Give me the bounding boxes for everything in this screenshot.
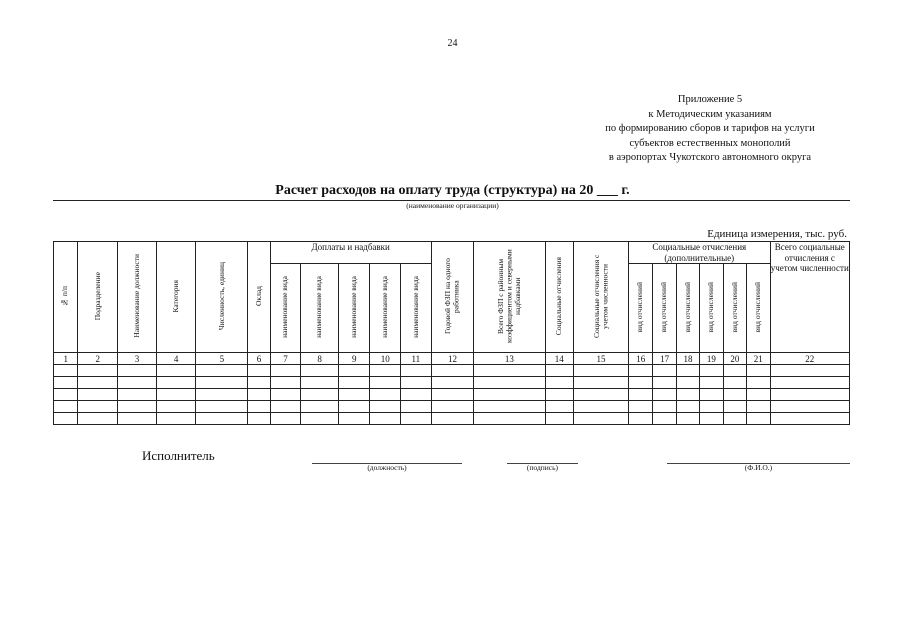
table-cell bbox=[270, 377, 301, 389]
table-cell bbox=[370, 413, 401, 425]
table-cell bbox=[401, 365, 432, 377]
header-social-kind: вид отчислений bbox=[723, 264, 746, 353]
table-cell bbox=[78, 413, 118, 425]
annex-line: субъектов естественных монополий bbox=[629, 137, 791, 149]
table-cell bbox=[248, 377, 270, 389]
table-cell bbox=[338, 413, 370, 425]
column-number: 9 bbox=[338, 353, 370, 365]
table-cell bbox=[545, 377, 573, 389]
table-cell bbox=[474, 413, 545, 425]
table-cell bbox=[723, 413, 746, 425]
table-cell bbox=[248, 365, 270, 377]
table-cell bbox=[78, 401, 118, 413]
table-cell bbox=[723, 365, 746, 377]
table-cell bbox=[628, 413, 652, 425]
table-cell bbox=[431, 389, 474, 401]
table-cell bbox=[545, 401, 573, 413]
table-cell bbox=[545, 365, 573, 377]
column-number: 7 bbox=[270, 353, 301, 365]
header-social-extra-group: Социальные отчисления (дополнительные) bbox=[628, 242, 770, 264]
table-cell bbox=[474, 401, 545, 413]
annex-line: в аэропортах Чукотского автономного округа bbox=[608, 152, 812, 163]
table-cell bbox=[653, 365, 676, 377]
column-number: 22 bbox=[770, 353, 849, 365]
table-cell bbox=[118, 401, 157, 413]
table-cell bbox=[301, 401, 339, 413]
table-cell bbox=[401, 377, 432, 389]
table-cell bbox=[301, 365, 339, 377]
column-number: 17 bbox=[653, 353, 676, 365]
column-number: 2 bbox=[78, 353, 118, 365]
header-allowance-item: наименование вида bbox=[338, 264, 370, 353]
table-cell bbox=[196, 413, 248, 425]
table-cell bbox=[248, 389, 270, 401]
table-cell bbox=[700, 413, 723, 425]
annex-line: Приложение 5 bbox=[677, 94, 743, 105]
table-cell bbox=[54, 365, 78, 377]
column-number: 16 bbox=[628, 353, 652, 365]
table-cell bbox=[574, 401, 629, 413]
header-category: Категория bbox=[156, 242, 196, 353]
annex-line: по формированию сборов и тарифов на услуги bbox=[605, 123, 815, 134]
table-cell bbox=[723, 401, 746, 413]
header-allowance-item: наименование вида bbox=[301, 264, 339, 353]
table-cell bbox=[770, 413, 849, 425]
annex-reference bbox=[540, 93, 880, 166]
units-label: Единица измерения, тыс. руб. bbox=[707, 228, 847, 240]
table-cell bbox=[370, 377, 401, 389]
header-allowance-item: наименование вида bbox=[370, 264, 401, 353]
table-cell bbox=[196, 401, 248, 413]
table-cell bbox=[474, 365, 545, 377]
table-cell bbox=[196, 377, 248, 389]
table-cell bbox=[78, 365, 118, 377]
table-cell bbox=[574, 377, 629, 389]
table-cell bbox=[474, 389, 545, 401]
table-cell bbox=[270, 389, 301, 401]
column-number: 18 bbox=[676, 353, 699, 365]
table-cell bbox=[156, 401, 196, 413]
table-cell bbox=[700, 389, 723, 401]
table-cell bbox=[156, 365, 196, 377]
table-cell bbox=[574, 413, 629, 425]
table-cell bbox=[747, 401, 770, 413]
table-cell bbox=[370, 389, 401, 401]
table-cell bbox=[370, 401, 401, 413]
table-cell bbox=[338, 389, 370, 401]
table-cell bbox=[770, 389, 849, 401]
column-number: 3 bbox=[118, 353, 157, 365]
table-cell bbox=[723, 377, 746, 389]
table-cell bbox=[196, 389, 248, 401]
annex-line: к Методическим указаниям bbox=[648, 108, 772, 120]
header-social-kind: вид отчислений bbox=[747, 264, 770, 353]
table-cell bbox=[770, 365, 849, 377]
name-caption: (Ф.И.О.) bbox=[744, 463, 773, 472]
executor-label: Исполнитель bbox=[142, 448, 215, 463]
table-cell bbox=[54, 401, 78, 413]
table-cell bbox=[747, 389, 770, 401]
table-cell bbox=[270, 413, 301, 425]
table-cell bbox=[431, 365, 474, 377]
table-cell bbox=[700, 377, 723, 389]
table-cell bbox=[676, 377, 699, 389]
payroll-table bbox=[53, 241, 850, 425]
header-allowance-item: наименование вида bbox=[270, 264, 301, 353]
header-annual-fund: Годовой ФЗП на одного работника bbox=[431, 242, 474, 353]
table-cell bbox=[474, 377, 545, 389]
table-cell bbox=[628, 389, 652, 401]
column-number: 13 bbox=[474, 353, 545, 365]
table-cell bbox=[653, 389, 676, 401]
table-cell bbox=[270, 365, 301, 377]
header-social-headcount: Социальные отчисления с учетом численности bbox=[574, 242, 629, 353]
table-cell bbox=[676, 413, 699, 425]
table-row bbox=[54, 413, 850, 425]
table-cell bbox=[747, 377, 770, 389]
table-cell bbox=[338, 401, 370, 413]
table-cell bbox=[270, 401, 301, 413]
page-number: 24 bbox=[447, 38, 458, 49]
table-cell bbox=[118, 413, 157, 425]
table-cell bbox=[545, 389, 573, 401]
column-number: 14 bbox=[545, 353, 573, 365]
table-cell bbox=[653, 377, 676, 389]
table-cell bbox=[574, 365, 629, 377]
table-cell bbox=[574, 389, 629, 401]
header-position: Наименование должности bbox=[118, 242, 157, 353]
table-cell bbox=[196, 365, 248, 377]
column-number: 19 bbox=[700, 353, 723, 365]
table-row bbox=[54, 365, 850, 377]
table-cell bbox=[156, 377, 196, 389]
table-cell bbox=[301, 377, 339, 389]
table-cell bbox=[723, 389, 746, 401]
table-cell bbox=[156, 389, 196, 401]
table-cell bbox=[118, 365, 157, 377]
column-number: 10 bbox=[370, 353, 401, 365]
table-cell bbox=[676, 365, 699, 377]
table-cell bbox=[770, 377, 849, 389]
signature-caption: (подпись) bbox=[526, 463, 559, 472]
column-number-row bbox=[54, 353, 850, 365]
table-row bbox=[54, 377, 850, 389]
table-cell bbox=[338, 365, 370, 377]
table-cell bbox=[156, 413, 196, 425]
column-number: 11 bbox=[401, 353, 432, 365]
table-row bbox=[54, 389, 850, 401]
header-allowance-item: наименование вида bbox=[401, 264, 432, 353]
table-cell bbox=[628, 401, 652, 413]
header-allowances-group: Доплаты и надбавки bbox=[270, 242, 431, 264]
column-number: 20 bbox=[723, 353, 746, 365]
header-total-fund: Всего ФЗП с районным коэффициентом и северными надбавками bbox=[474, 242, 545, 353]
table-cell bbox=[54, 377, 78, 389]
table-cell bbox=[54, 389, 78, 401]
position-caption: (должность) bbox=[367, 463, 407, 472]
table-cell bbox=[248, 413, 270, 425]
table-cell bbox=[628, 377, 652, 389]
table-cell bbox=[676, 389, 699, 401]
table-cell bbox=[370, 365, 401, 377]
header-social: Социальные отчисления bbox=[545, 242, 573, 353]
header-division: Подразделение bbox=[78, 242, 118, 353]
table-cell bbox=[248, 401, 270, 413]
header-headcount: Численность, единиц bbox=[196, 242, 248, 353]
header-total-social: Всего социальные отчисления с учетом численности bbox=[770, 242, 849, 353]
table-cell bbox=[118, 389, 157, 401]
table-cell bbox=[653, 401, 676, 413]
table-cell bbox=[118, 377, 157, 389]
column-number: 12 bbox=[431, 353, 474, 365]
header-social-kind: вид отчислений bbox=[700, 264, 723, 353]
table-cell bbox=[676, 401, 699, 413]
column-number: 5 bbox=[196, 353, 248, 365]
table-cell bbox=[401, 389, 432, 401]
table-cell bbox=[401, 413, 432, 425]
table-cell bbox=[700, 365, 723, 377]
table-cell bbox=[401, 401, 432, 413]
column-number: 6 bbox=[248, 353, 270, 365]
table-cell bbox=[628, 365, 652, 377]
table-cell bbox=[301, 389, 339, 401]
table-row bbox=[54, 401, 850, 413]
organization-caption: (наименование организации) bbox=[406, 201, 499, 210]
table-cell bbox=[431, 377, 474, 389]
header-num: № п/п bbox=[54, 242, 78, 353]
table-cell bbox=[431, 413, 474, 425]
column-number: 21 bbox=[747, 353, 770, 365]
table-cell bbox=[78, 389, 118, 401]
document-title: Расчет расходов на оплату труда (структура) на 20 ___ г. bbox=[275, 183, 630, 198]
table-cell bbox=[54, 413, 78, 425]
table-cell bbox=[747, 413, 770, 425]
table-cell bbox=[338, 377, 370, 389]
column-number: 15 bbox=[574, 353, 629, 365]
table-cell bbox=[770, 401, 849, 413]
table-cell bbox=[78, 377, 118, 389]
column-number: 1 bbox=[54, 353, 78, 365]
header-social-kind: вид отчислений bbox=[628, 264, 652, 353]
table-cell bbox=[301, 413, 339, 425]
table-cell bbox=[700, 401, 723, 413]
column-number: 8 bbox=[301, 353, 339, 365]
header-social-kind: вид отчислений bbox=[653, 264, 676, 353]
table-cell bbox=[545, 413, 573, 425]
table-cell bbox=[747, 365, 770, 377]
header-social-kind: вид отчислений bbox=[676, 264, 699, 353]
table-cell bbox=[431, 401, 474, 413]
header-salary: Оклад bbox=[248, 242, 270, 353]
column-number: 4 bbox=[156, 353, 196, 365]
table-cell bbox=[653, 413, 676, 425]
